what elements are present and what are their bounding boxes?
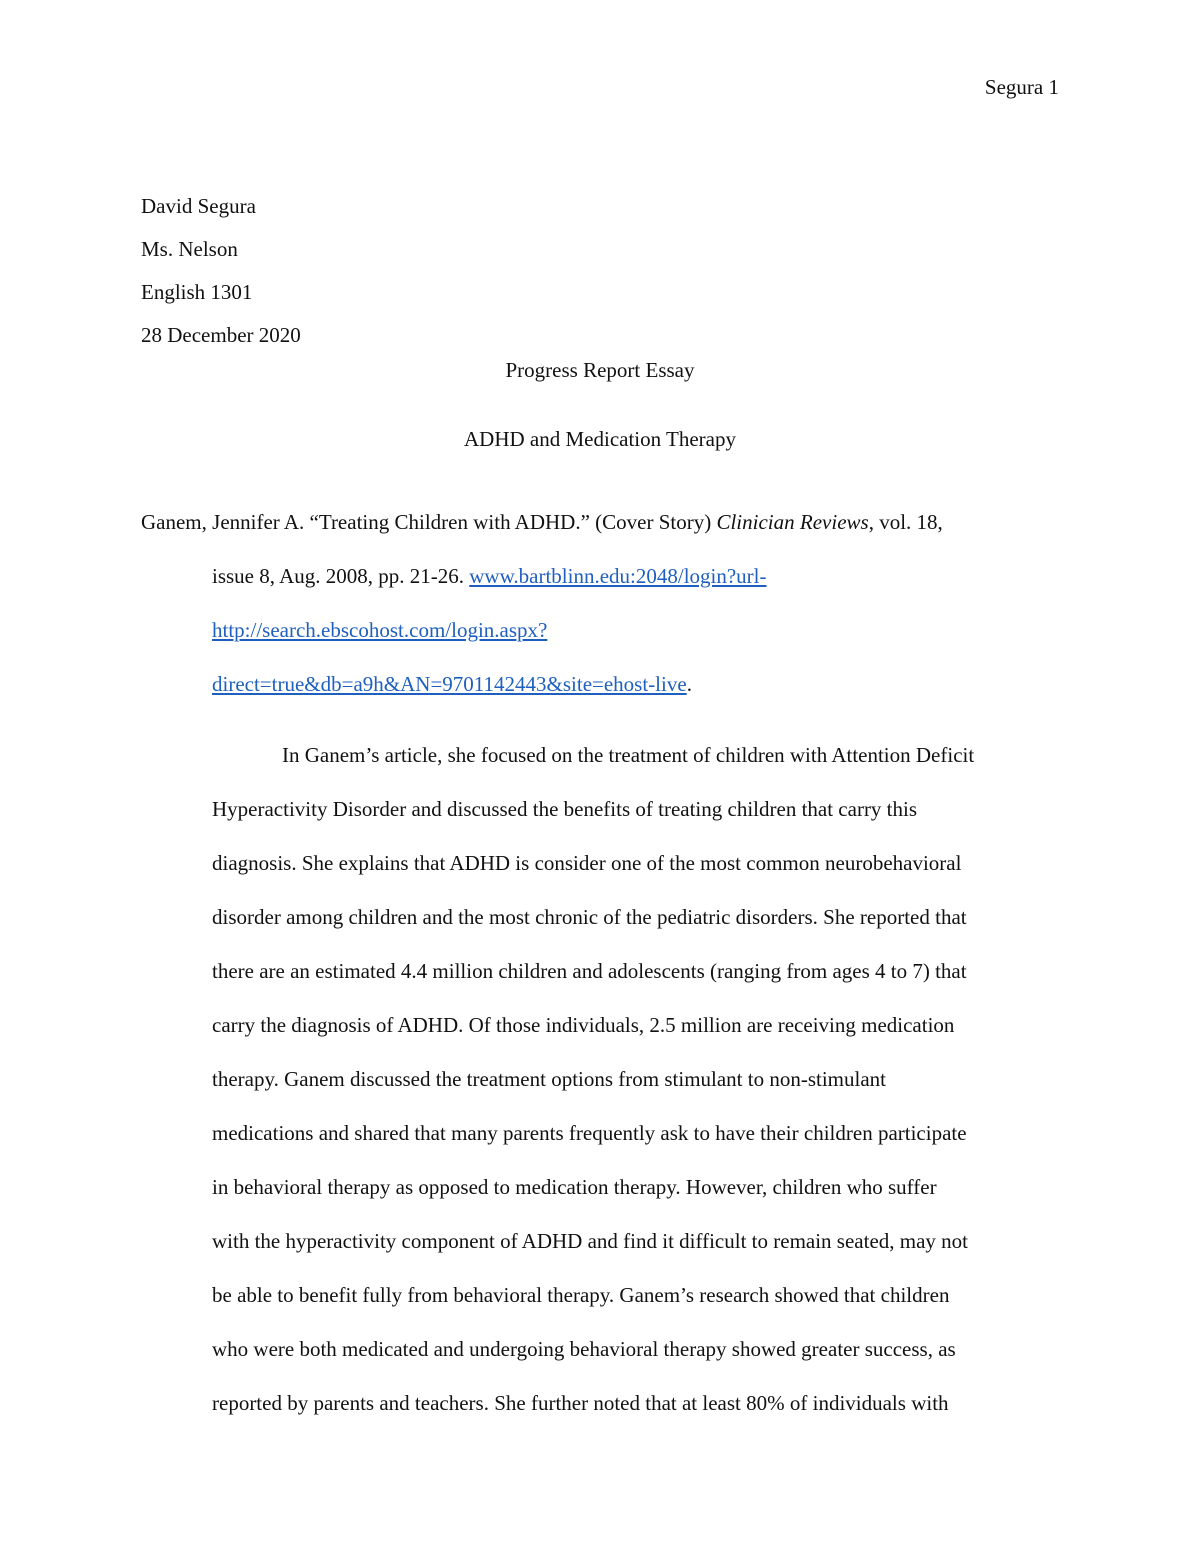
citation-issue: issue 8, Aug. 2008, pp. 21-26. (212, 564, 470, 588)
body-paragraph (212, 728, 1062, 1430)
paragraph-line: in behavioral therapy as opposed to medication therapy. However, children who suffer (212, 1175, 937, 1199)
citation-link[interactable]: www.bartblinn.edu:2048/login?url- (469, 564, 767, 588)
course-name: English 1301 (141, 280, 253, 304)
topic-title: ADHD and Medication Therapy (464, 427, 736, 451)
paragraph-line: with the hyperactivity component of ADHD and find it difficult to remain seated, may not (212, 1229, 969, 1253)
citation-link[interactable]: direct=true&db=a9h&AN=9701142443&site=ehost-live (212, 672, 687, 696)
paragraph-line: In Ganem’s article, she focused on the treatment of children with Attention Deficit (282, 743, 975, 767)
paragraph-line: disorder among children and the most chronic of the pediatric disorders. She reported that (212, 905, 967, 929)
citation-line (141, 657, 1061, 711)
citation-author-title: Ganem, Jennifer A. “Treating Children with ADHD.” (Cover Story) (141, 510, 717, 534)
citation-journal: Clinician Reviews (716, 510, 869, 534)
paragraph-line: diagnosis. She explains that ADHD is consider one of the most common neurobehavioral (212, 851, 962, 875)
paragraph-line: carry the diagnosis of ADHD. Of those individuals, 2.5 million are receiving medication (212, 1013, 955, 1037)
citation-line (141, 549, 1061, 603)
student-name: David Segura (141, 194, 256, 218)
works-cited-entry (141, 495, 1061, 711)
document-date: 28 December 2020 (141, 323, 301, 347)
paragraph-line: who were both medicated and undergoing behavioral therapy showed greater success, as (212, 1337, 956, 1361)
citation-link[interactable]: http://search.ebscohost.com/login.aspx? (212, 618, 548, 642)
paragraph-line: there are an estimated 4.4 million children and adolescents (ranging from ages 4 to 7) that (212, 959, 967, 983)
paragraph-line: Hyperactivity Disorder and discussed the benefits of treating children that carry this (212, 797, 918, 821)
citation-end-period: . (686, 672, 692, 696)
paragraph-line: therapy. Ganem discussed the treatment options from stimulant to non-stimulant (212, 1067, 887, 1091)
paragraph-line: be able to benefit fully from behavioral therapy. Ganem’s research showed that children (212, 1283, 950, 1307)
citation-line (141, 603, 1061, 657)
paragraph-line: reported by parents and teachers. She further noted that at least 80% of individuals with (212, 1391, 949, 1415)
mla-heading (141, 185, 301, 357)
paragraph-line: medications and shared that many parents frequently ask to have their children participate (212, 1121, 967, 1145)
instructor-name: Ms. Nelson (141, 237, 238, 261)
citation-volume: , vol. 18, (868, 510, 943, 534)
page-header-number: Segura 1 (984, 75, 1059, 99)
citation-line (141, 495, 1061, 549)
assignment-title: Progress Report Essay (505, 358, 695, 382)
